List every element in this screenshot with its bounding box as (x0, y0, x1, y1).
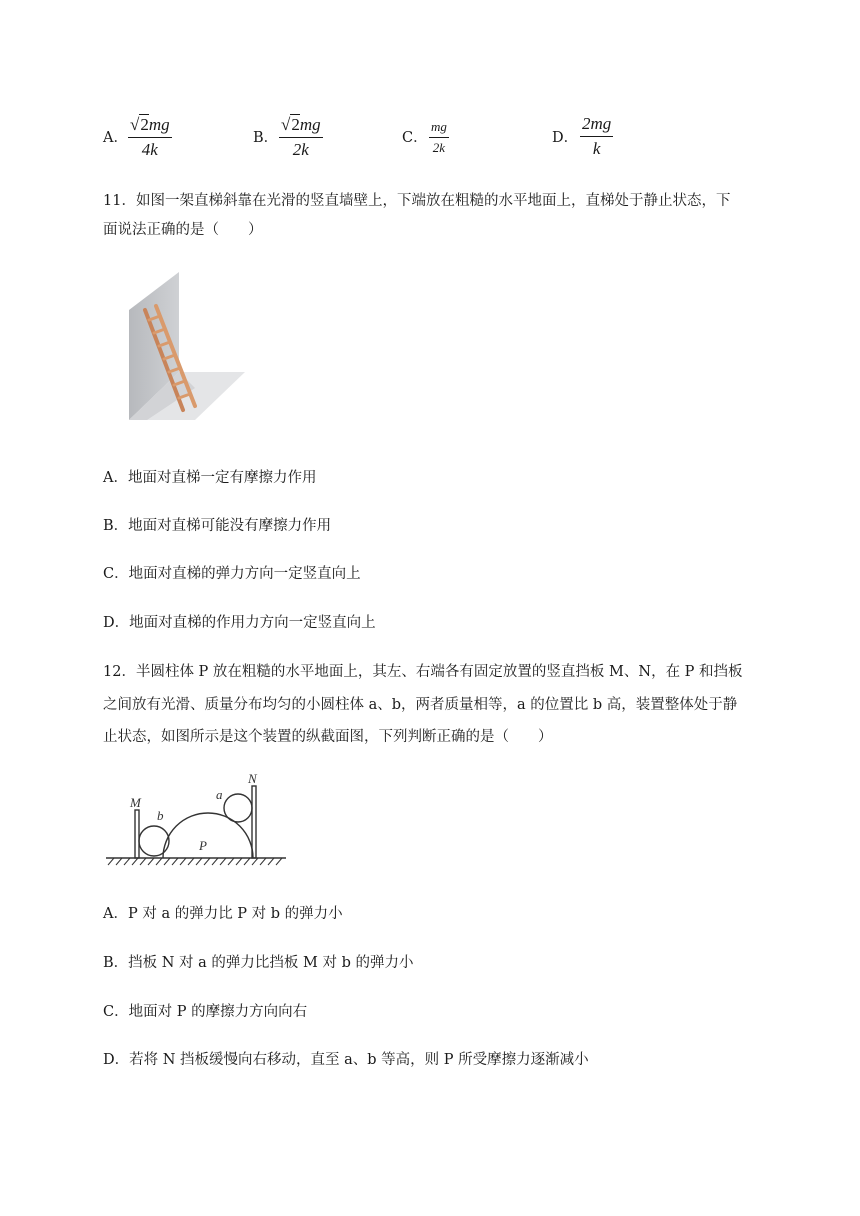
numerator: mg (148, 115, 170, 134)
numerator: mg (299, 115, 321, 134)
q11-option-d: D．地面对直梯的作用力方向一定竖直向上 (103, 615, 376, 631)
numerator: 2mg (582, 114, 612, 133)
q10-options (0, 110, 860, 170)
denominator: 4k (141, 140, 158, 159)
cylinder-a (224, 794, 252, 822)
label-n: N (248, 772, 257, 786)
q10-option-b-label: B． (253, 130, 279, 146)
cylinder-b (139, 826, 169, 856)
label-p: P (199, 838, 207, 853)
q12-stem-line2: 之间放有光滑、质量分布均匀的小圆柱体 a、b，两者质量相等，a 的位置比 b 高，装置整体处于静 (103, 697, 738, 713)
half-cylinder-p (163, 813, 253, 858)
sqrt-symbol: √ (130, 115, 140, 134)
plate-m (135, 810, 139, 858)
label-a: a (216, 787, 223, 802)
q10-option-c-fraction (429, 119, 449, 156)
q11-option-c: C．地面对直梯的弹力方向一定竖直向上 (103, 566, 361, 582)
q10-option-a-fraction (128, 114, 172, 160)
label-b: b (157, 808, 164, 823)
sqrt-symbol: √ (281, 115, 291, 134)
denominator: 2k (292, 140, 309, 159)
q12-option-b: B．挡板 N 对 a 的弹力比挡板 M 对 b 的弹力小 (103, 955, 414, 971)
q11-option-b: B．地面对直梯可能没有摩擦力作用 (103, 518, 332, 534)
q11-stem-line2: 面说法正确的是（ ） (103, 222, 263, 238)
denominator: k (592, 139, 601, 158)
q10-option-a-label: A． (103, 130, 128, 146)
q11-stem-line1: 11．如图一架直梯斜靠在光滑的竖直墙壁上，下端放在粗糙的水平地面上，直梯处于静止状态，下 (103, 193, 731, 209)
radicand: 2 (291, 115, 300, 134)
q10-option-d-fraction (580, 114, 613, 159)
q12-option-d: D．若将 N 挡板缓慢向右移动，直至 a、b 等高，则 P 所受摩擦力逐渐减小 (103, 1052, 589, 1068)
ground-hatch (108, 858, 282, 865)
q10-option-c-label: C． (402, 130, 428, 146)
label-m: M (130, 795, 141, 810)
q12-stem-line3: 止状态，如图所示是这个装置的纵截面图，下列判断正确的是（ ） (103, 729, 553, 745)
q12-cylinder-figure (100, 772, 295, 872)
numerator: mg (431, 119, 447, 134)
plate-n (252, 786, 256, 858)
q10-option-d-label: D． (552, 130, 579, 146)
q12-option-c: C．地面对 P 的摩擦力方向向右 (103, 1004, 308, 1020)
radicand: 2 (140, 115, 149, 134)
q11-ladder-figure (125, 270, 247, 440)
denominator: 2k (432, 140, 446, 155)
q10-option-b-fraction (279, 114, 323, 160)
q12-stem-line1: 12．半圆柱体 P 放在粗糙的水平地面上，其左、右端各有固定放置的竖直挡板 M、N，在 P 和挡板 (103, 664, 743, 680)
q12-option-a: A．P 对 a 的弹力比 P 对 b 的弹力小 (103, 906, 343, 922)
q11-option-a: A．地面对直梯一定有摩擦力作用 (103, 470, 317, 486)
